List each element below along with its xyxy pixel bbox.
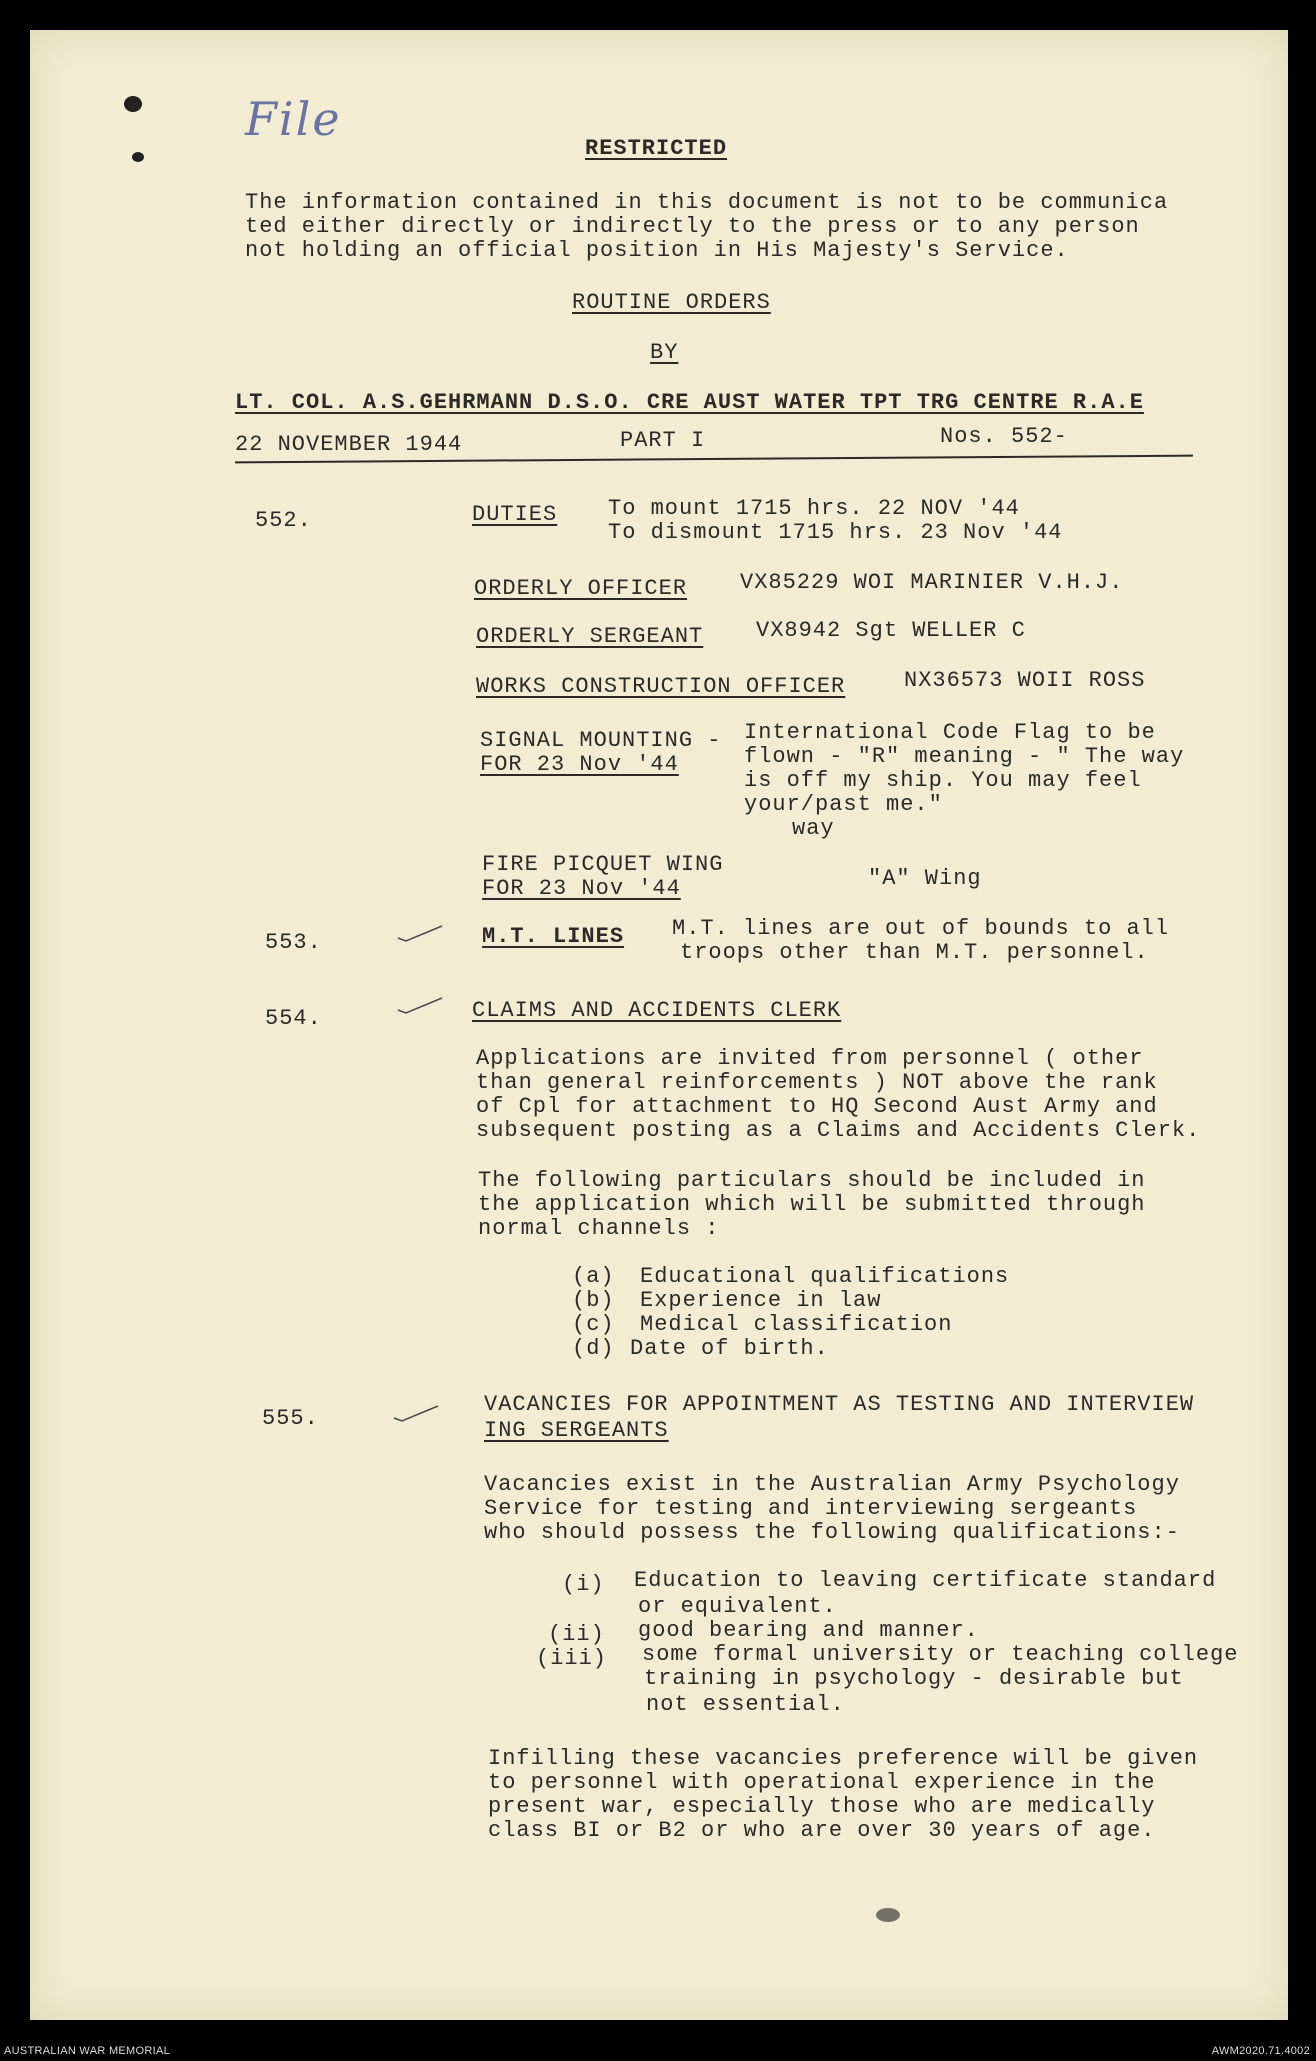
fire-picquet-value: "A" Wing (868, 866, 982, 891)
claims-para2-line-2: the application which will be submitted through (478, 1192, 1146, 1217)
mt-lines-heading: M.T. LINES (482, 924, 625, 949)
notice-line-2: ted either directly or indirectly to the press or to any person (245, 214, 1140, 239)
check-mark-icon (396, 924, 444, 942)
check-mark-icon (396, 996, 444, 1014)
footer-source: AUSTRALIAN WAR MEMORIAL (4, 2045, 171, 2057)
claims-item-a: Educational qualifications (640, 1264, 1010, 1289)
vacancies-para1-line-1: Vacancies exist in the Australian Army Psychology (484, 1472, 1180, 1497)
duties-dismount: To dismount 1715 hrs. 23 Nov '44 (608, 520, 1063, 545)
order-number-554: 554. (265, 1006, 322, 1031)
orderly-officer-value: VX85229 WOI MARINIER V.H.J. (740, 570, 1124, 595)
claims-para2-line-1: The following particulars should be included in (478, 1168, 1146, 1193)
order-date: 22 NOVEMBER 1944 (235, 432, 463, 457)
claims-item-c-label: (c) (572, 1312, 615, 1337)
vacancies-heading-1: VACANCIES FOR APPOINTMENT AS TESTING AND INTERVIEW (484, 1392, 1195, 1417)
restricted-heading: RESTRICTED (585, 136, 728, 161)
vacancies-item-ii-label: (ii) (548, 1622, 605, 1647)
signal-text-3: is off my ship. You may feel (744, 768, 1142, 793)
claims-clerk-heading: CLAIMS AND ACCIDENTS CLERK (472, 998, 842, 1023)
claims-item-d-label: (d) (572, 1336, 615, 1361)
part-number: PART I (620, 428, 706, 453)
orderly-sergeant-label: ORDERLY SERGEANT (476, 624, 704, 649)
order-number-552: 552. (255, 508, 312, 533)
claims-para1-line-1: Applications are invited from personnel ( other (476, 1046, 1144, 1071)
claims-para1-line-2: than general reinforcements ) NOT above the rank (476, 1070, 1158, 1095)
orderly-sergeant-value: VX8942 Sgt WELLER C (756, 618, 1026, 643)
by-line: BY (650, 340, 679, 365)
fire-picquet-label-2: FOR 23 Nov '44 (482, 876, 681, 901)
duties-mount: To mount 1715 hrs. 22 NOV '44 (608, 496, 1020, 521)
check-mark-icon (392, 1404, 440, 1422)
signal-text-4: your/past me." (744, 792, 943, 817)
order-numbers: Nos. 552- (940, 424, 1068, 449)
vacancies-item-i-label: (i) (562, 1572, 605, 1597)
vacancies-item-iii-cont-2: not essential. (646, 1692, 845, 1717)
mt-lines-text-2: troops other than M.T. personnel. (680, 940, 1149, 965)
order-number-555: 555. (262, 1406, 319, 1431)
vacancies-para1-line-3: who should possess the following qualifications:- (484, 1520, 1180, 1545)
vacancies-para2-line-4: class BI or B2 or who are over 30 years of age. (488, 1818, 1156, 1843)
claims-item-b-label: (b) (572, 1288, 615, 1313)
vacancies-para2-line-3: present war, especially those who are medically (488, 1794, 1156, 1819)
ink-smudge (876, 1908, 900, 1922)
signal-text-5: way (792, 816, 835, 841)
document-page (30, 30, 1288, 2020)
vacancies-item-i: Education to leaving certificate standard (634, 1568, 1217, 1593)
notice-line-1: The information contained in this document is not to be communica (245, 190, 1169, 215)
signal-label-1: SIGNAL MOUNTING - (480, 728, 722, 753)
duties-heading: DUTIES (472, 502, 558, 527)
claims-para2-line-3: normal channels : (478, 1216, 720, 1241)
signal-text-2: flown - "R" meaning - " The way (744, 744, 1185, 769)
issuer-line: LT. COL. A.S.GEHRMANN D.S.O. CRE AUST WATER TPT TRG CENTRE R.A.E (235, 390, 1144, 415)
notice-line-3: not holding an official position in His Majesty's Service. (245, 238, 1069, 263)
orderly-officer-label: ORDERLY OFFICER (474, 576, 688, 601)
claims-item-c: Medical classification (640, 1312, 953, 1337)
claims-para1-line-4: subsequent posting as a Claims and Accidents Clerk. (476, 1118, 1201, 1143)
vacancies-item-i-cont: or equivalent. (638, 1594, 837, 1619)
claims-para1-line-3: of Cpl for attachment to HQ Second Aust Army and (476, 1094, 1158, 1119)
vacancies-item-iii-cont-1: training in psychology - desirable but (644, 1666, 1184, 1691)
vacancies-para2-line-1: Infilling these vacancies preference will be given (488, 1746, 1199, 1771)
claims-item-d: Date of birth. (630, 1336, 829, 1361)
document-title: ROUTINE ORDERS (572, 290, 771, 315)
punch-mark (132, 152, 144, 162)
vacancies-item-iii: some formal university or teaching college (642, 1642, 1239, 1667)
mt-lines-text-1: M.T. lines are out of bounds to all (672, 916, 1170, 941)
order-number-553: 553. (265, 930, 322, 955)
signal-text-1: International Code Flag to be (744, 720, 1156, 745)
fire-picquet-label-1: FIRE PICQUET WING (482, 852, 724, 877)
vacancies-item-ii: good bearing and manner. (638, 1618, 979, 1643)
works-officer-value: NX36573 WOII ROSS (904, 668, 1146, 693)
claims-item-a-label: (a) (572, 1264, 615, 1289)
works-officer-label: WORKS CONSTRUCTION OFFICER (476, 674, 846, 699)
punch-mark (124, 96, 142, 112)
footer-accession: AWM2020.71.4002 (1211, 2045, 1310, 2057)
claims-item-b: Experience in law (640, 1288, 882, 1313)
vacancies-para2-line-2: to personnel with operational experience in the (488, 1770, 1156, 1795)
signal-label-2: FOR 23 Nov '44 (480, 752, 679, 777)
vacancies-item-iii-label: (iii) (536, 1646, 608, 1671)
handwritten-file-note: File (245, 92, 342, 146)
vacancies-para1-line-2: Service for testing and interviewing sergeants (484, 1496, 1138, 1521)
vacancies-heading-2: ING SERGEANTS (484, 1418, 669, 1443)
